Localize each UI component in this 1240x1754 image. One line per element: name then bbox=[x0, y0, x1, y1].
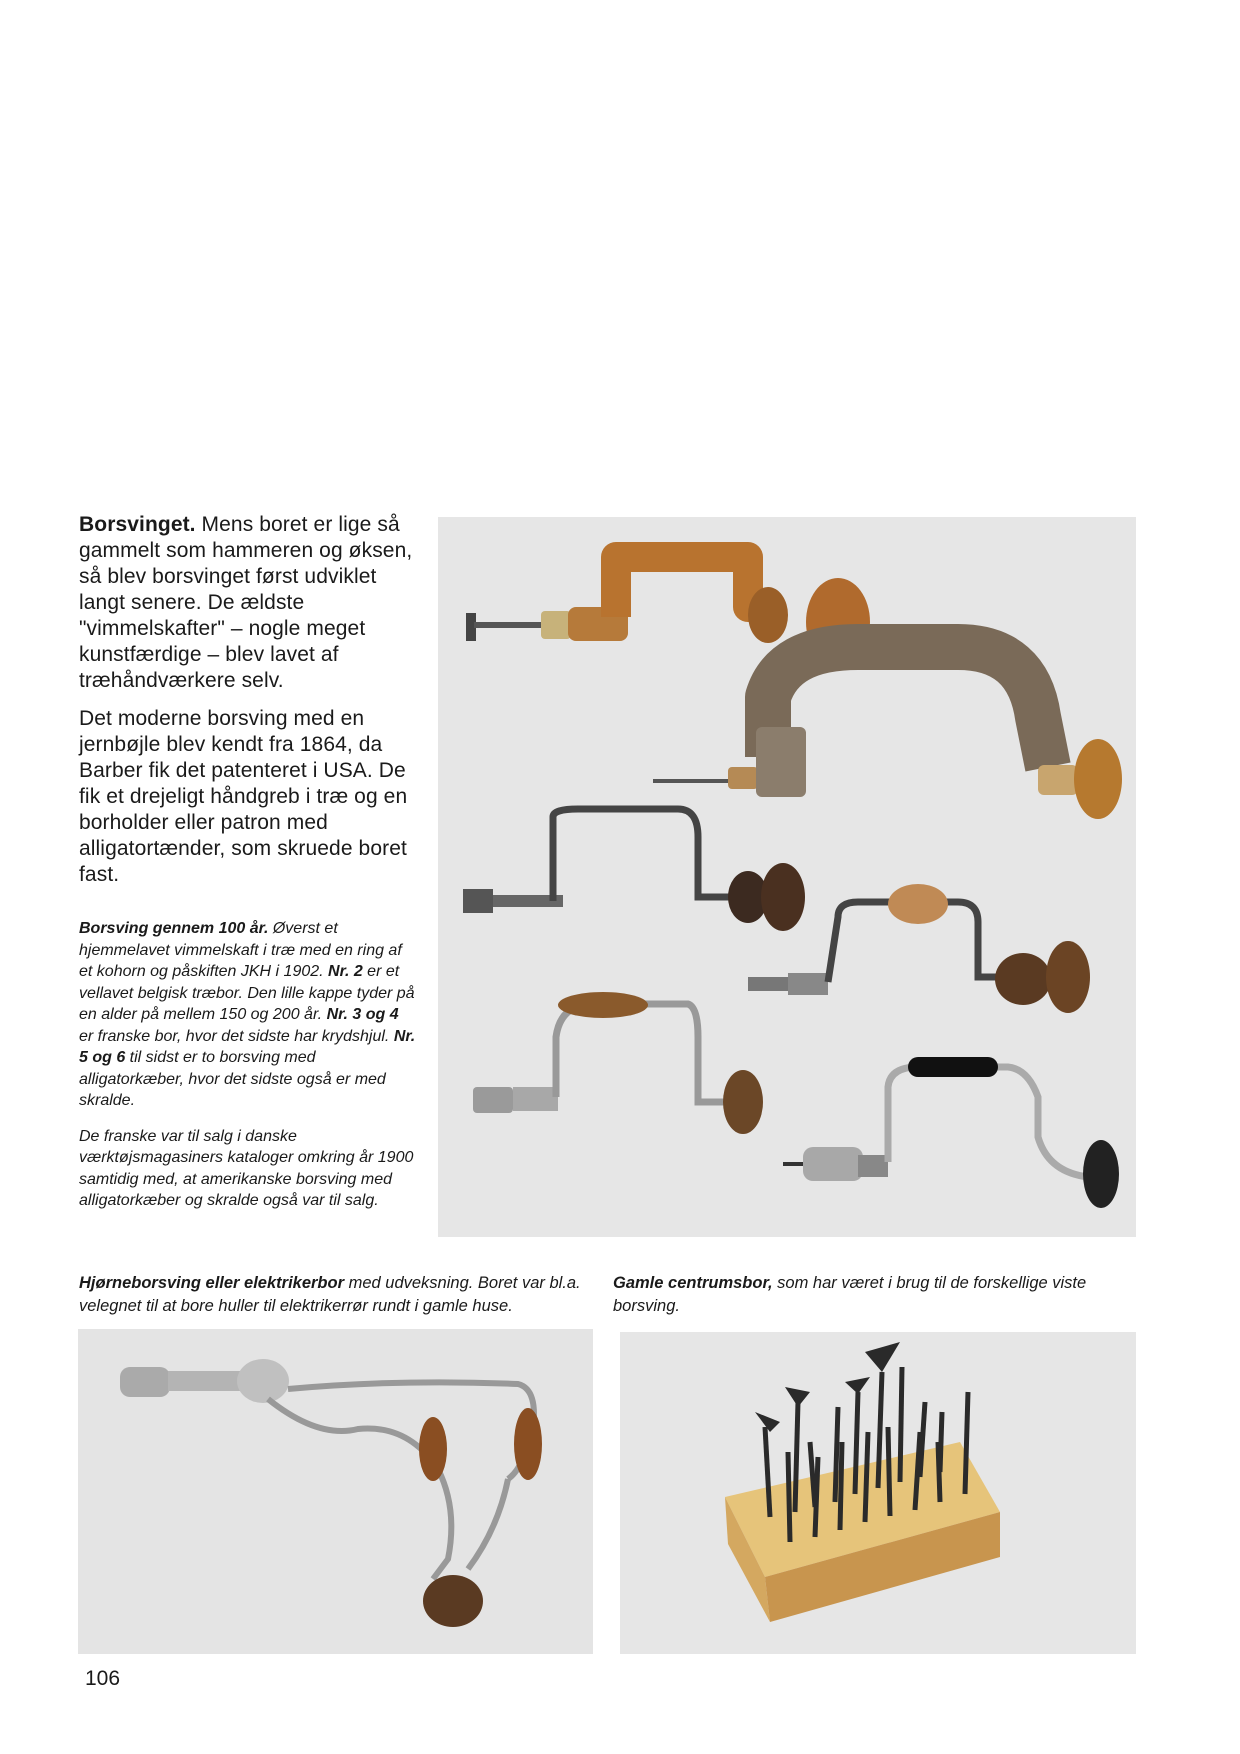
text-column bbox=[79, 512, 417, 1226]
intro-paragraph bbox=[79, 512, 417, 694]
corner-brace-caption-title: Hjørneborsving eller elektrikerbor bbox=[79, 1274, 345, 1292]
french-caption: De franske var til salg i danske værktøjsmagasiners kataloger omkring år 1900 samtidig med, at amerikanske borsving med alligatorkæber og skralde også var til salg. bbox=[79, 1127, 414, 1209]
braces-photo bbox=[438, 517, 1136, 1237]
intro-heading: Borsvinget. bbox=[79, 513, 196, 536]
page-number: 106 bbox=[85, 1667, 121, 1690]
bits-caption: Gamle centrumsbor, som har været i brug til de forskellige viste borsving. bbox=[613, 1274, 1087, 1315]
body-paragraph: Det moderne borsving med en jernbøjle blev kendt fra 1864, da Barber fik det patenteret i USA. De fik et drejeligt håndgreb i træ og en borholder eller patron med alligatortænder, som skruede boret fast. bbox=[79, 707, 408, 886]
braces-caption: Borsving gennem 100 år. Øverst et hjemmelavet vimmelskaft i træ med en ring af et kohorn og påskiften JKH i 1902. Nr. 2 er et vellavet belgisk træbor. Den lille kappe tyder på en alder på mellem 150 og 200 år. Nr. 3 og 4 er franske bor, hvor det sidste har krydshjul. Nr. 5 og 6 til sidst er to borsving med alligatorkæber, hvor det sidste også er med skralde. bbox=[79, 920, 416, 1109]
corner-brace-caption: Hjørneborsving eller elektrikerbor med udveksning. Boret var bl.a. velegnet til at bore huller til elektrikerrør rundt i gamle huse. bbox=[79, 1274, 581, 1315]
intro-text: Mens boret er lige så gammelt som hammeren og øksen, så blev borsvinget først udviklet langt senere. De ældste "vimmelskafter" – nogle meget kunstfærdige – blev lavet af træhåndværkere selv. bbox=[79, 513, 413, 692]
centre-bits-photo bbox=[620, 1332, 1136, 1654]
braces-caption-title: Borsving gennem 100 år. bbox=[79, 920, 269, 937]
bits-caption-title: Gamle centrumsbor, bbox=[613, 1274, 773, 1292]
corner-brace-photo bbox=[78, 1329, 593, 1654]
